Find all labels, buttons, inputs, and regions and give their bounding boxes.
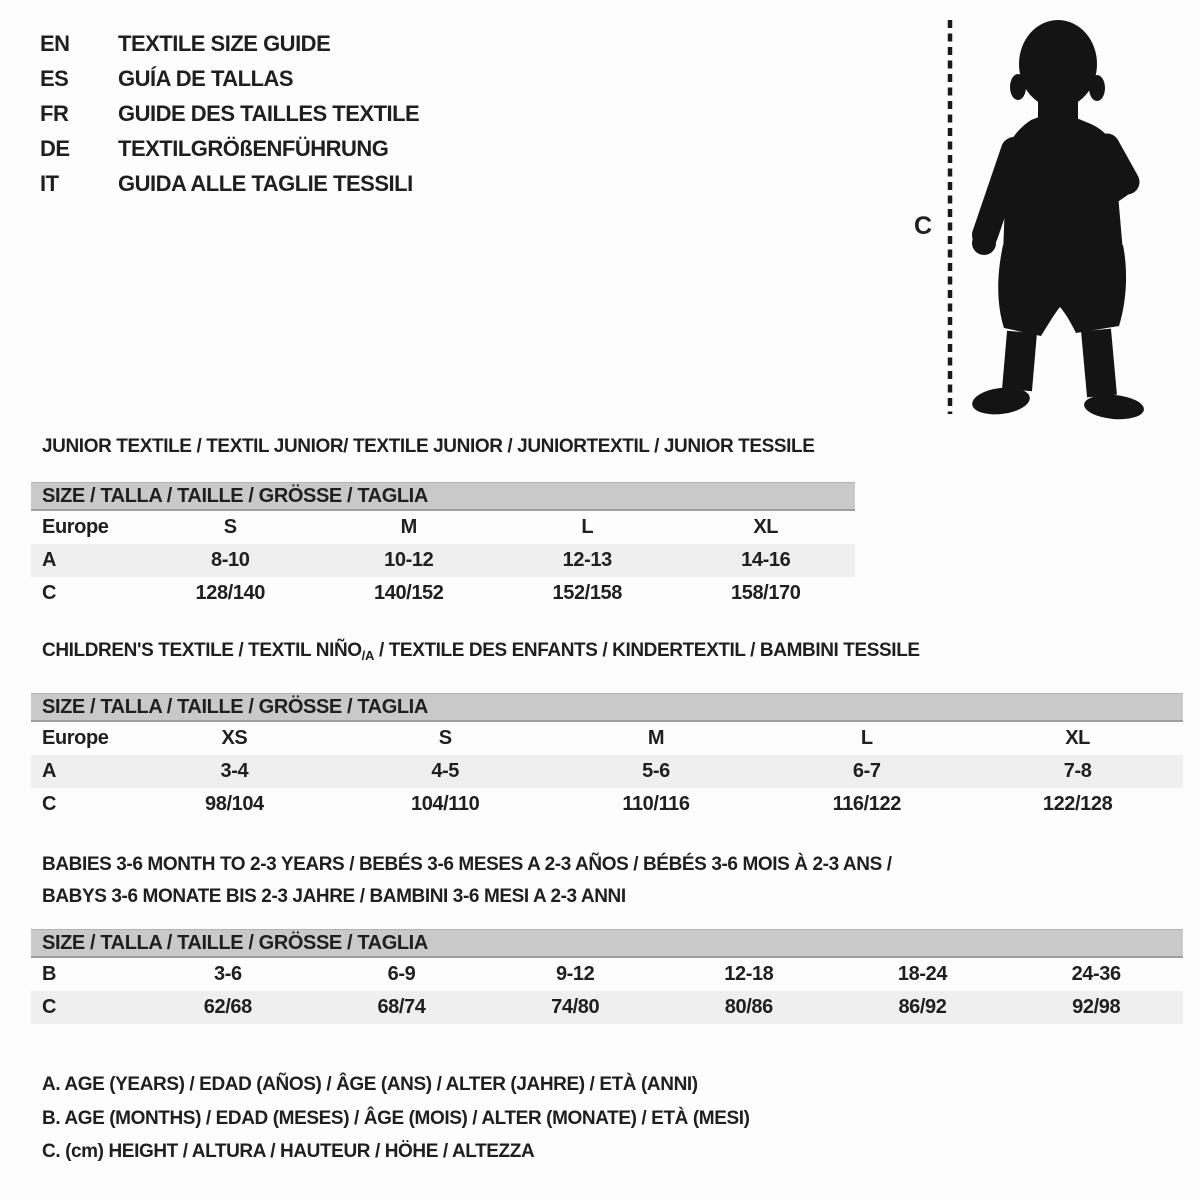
months-cell: 12-18 [724,963,774,985]
months-cell: 9-12 [555,963,595,985]
size-cell: S [223,516,237,538]
table-row-months [31,958,1183,991]
row-label: Europe [42,727,109,749]
children-title-text: / TEXTILE DES ENFANTS / KINDERTEXTIL / BAMBINI TESSILE [374,640,920,661]
row-label: C [42,582,57,604]
height-cell: 68/74 [377,996,426,1018]
size-cell: XS [221,727,248,749]
age-cell: 10-12 [384,549,434,571]
junior-size-table [31,482,855,610]
size-cell: M [647,727,665,749]
row-label: C [42,996,57,1018]
height-cell: 74/80 [551,996,600,1018]
children-title-text: CHILDREN'S TEXTILE / TEXTIL NIÑO [42,640,362,661]
table-row-age [31,544,855,577]
language-code: DE [40,135,70,161]
language-title: TEXTILGRÖßENFÜHRUNG [118,135,389,161]
row-label: Europe [42,516,109,538]
babies-title-line2: BABYS 3-6 MONATE BIS 2-3 JAHRE / BAMBINI 3-6 MESI A 2-3 ANNI [42,886,626,907]
size-cell: L [860,727,873,749]
months-cell: 18-24 [897,963,948,985]
height-cell: 80/86 [724,996,773,1018]
height-cell: 86/92 [898,996,947,1018]
size-cell: M [400,516,417,538]
height-measure-label: C [914,212,933,240]
language-title: GUIDA ALLE TAGLIE TESSILI [118,170,413,196]
table-row-height [31,991,1183,1024]
age-cell: 3-4 [220,760,249,782]
language-row-it [40,166,419,201]
table-row-height [31,788,1183,821]
age-cell: 5-6 [642,760,670,782]
language-row-es [40,61,419,96]
height-cell: 62/68 [203,996,252,1018]
row-label: A [42,760,57,782]
months-cell: 6-9 [387,963,416,985]
language-code: EN [40,30,70,56]
size-cell: L [581,516,594,538]
table-row-age [31,755,1183,788]
language-row-de [40,131,419,166]
language-row-en [40,26,419,61]
age-cell: 14-16 [741,549,791,571]
table-row-europe [31,722,1183,755]
size-header-bar: SIZE / TALLA / TAILLE / GRÖSSE / TAGLIA [31,929,1183,958]
children-section-title [42,640,920,663]
language-code: IT [40,170,59,196]
row-label: A [42,549,57,571]
age-cell: 4-5 [431,760,460,782]
height-cell: 116/122 [832,793,901,815]
height-cell: 140/152 [374,582,444,604]
months-cell: 24-36 [1071,963,1121,985]
size-cell: XL [1065,727,1090,749]
age-cell: 8-10 [211,549,250,571]
row-label: C [42,793,57,815]
legend [42,1068,750,1169]
babies-size-table [31,929,1183,1024]
language-title: GUIDE DES TAILLES TEXTILE [118,100,420,126]
age-cell: 7-8 [1063,760,1092,782]
language-title: GUÍA DE TALLAS [118,65,294,91]
age-cell: 6-7 [852,760,881,782]
legend-line-b: B. AGE (MONTHS) / EDAD (MESES) / ÂGE (MOIS) / ALTER (MONATE) / ETÀ (MESI) [42,1107,750,1129]
language-row-fr [40,96,419,131]
size-header-bar: SIZE / TALLA / TAILLE / GRÖSSE / TAGLIA [31,693,1183,722]
children-title-sub: /A [361,648,375,663]
language-title: TEXTILE SIZE GUIDE [118,30,331,56]
language-code: FR [40,100,69,126]
toddler-silhouette-icon [900,0,1200,430]
table-row-europe [31,511,855,544]
height-cell: 110/116 [622,793,690,815]
legend-line-a: A. AGE (YEARS) / EDAD (AÑOS) / ÂGE (ANS) / ALTER (JAHRE) / ETÀ (ANNI) [42,1074,698,1095]
height-cell: 104/110 [410,793,480,815]
size-cell: XL [753,516,779,538]
height-cell: 122/128 [1042,793,1113,815]
language-list [40,26,419,201]
babies-section-title [42,849,892,913]
row-label: B [42,963,57,985]
table-row-height [31,577,855,610]
height-cell: 92/98 [1072,996,1121,1018]
height-cell: 98/104 [205,793,264,815]
children-size-table [31,693,1183,821]
legend-line-c: C. (cm) HEIGHT / ALTURA / HAUTEUR / HÖHE / ALTEZZA [42,1141,535,1162]
babies-title-line1: BABIES 3-6 MONTH TO 2-3 YEARS / BEBÉS 3-6 MESES A 2-3 AÑOS / BÉBÉS 3-6 MOIS À 2-3 ANS / [42,854,892,875]
height-cell: 158/170 [731,582,801,604]
height-cell: 128/140 [195,582,265,604]
junior-section-title: JUNIOR TEXTILE / TEXTIL JUNIOR/ TEXTILE JUNIOR / JUNIORTEXTIL / JUNIOR TESSILE [42,436,815,457]
figure-area [900,0,1200,430]
age-cell: 12-13 [562,549,612,571]
language-code: ES [40,65,69,91]
months-cell: 3-6 [213,963,242,985]
size-header-bar: SIZE / TALLA / TAILLE / GRÖSSE / TAGLIA [31,482,855,511]
height-cell: 152/158 [552,582,622,604]
size-cell: S [438,727,452,749]
